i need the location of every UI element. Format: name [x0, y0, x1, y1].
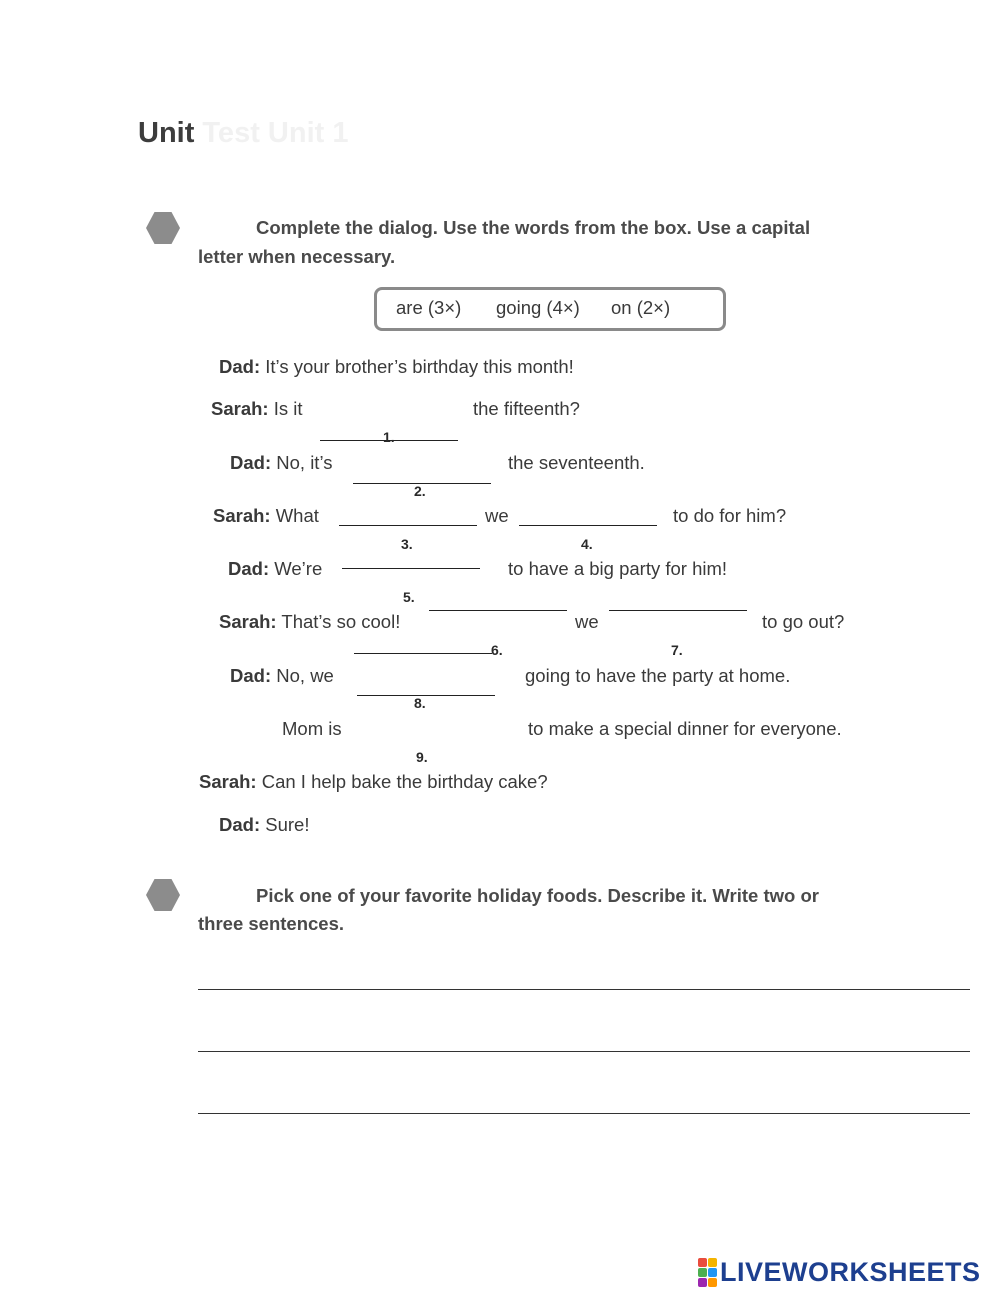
- dialog-line-7: [230, 665, 334, 687]
- dialog-text: Can I help bake the birthday cake?: [261, 771, 548, 792]
- dialog-text: No, we: [276, 665, 334, 686]
- logo-square: [698, 1268, 707, 1277]
- word-box-item-going: going (4×): [496, 297, 580, 318]
- dialog-text: we: [485, 505, 509, 526]
- exercise-2-instruction-line1: Pick one of your favorite holiday foods. Describe it. Write two or: [256, 885, 819, 906]
- dialog-text: That’s so cool!: [281, 611, 401, 632]
- logo-icon: [698, 1258, 717, 1287]
- dialog-line-10: [219, 814, 309, 836]
- blank-number-4: 4.: [581, 536, 593, 552]
- blank-number-1: 1.: [383, 429, 395, 445]
- speaker-dad: Dad:: [219, 814, 261, 835]
- word-box-item-are: are (3×): [396, 297, 462, 318]
- answer-blank-4[interactable]: [519, 525, 657, 526]
- word-box-item-on: on (2×): [611, 297, 671, 318]
- dialog-line-5: [228, 558, 322, 580]
- speaker-sarah: Sarah:: [199, 771, 257, 792]
- dialog-text: Is it: [273, 398, 303, 419]
- blank-number-8: 8.: [414, 695, 426, 711]
- logo-square: [708, 1258, 717, 1267]
- dialog-text: No, it’s: [276, 452, 333, 473]
- writing-line-2[interactable]: [198, 1051, 970, 1052]
- writing-line-1[interactable]: [198, 989, 970, 990]
- logo-square: [708, 1268, 717, 1277]
- answer-blank-5[interactable]: [342, 568, 480, 569]
- logo-square: [708, 1278, 717, 1287]
- answer-blank-6[interactable]: [429, 610, 567, 611]
- speaker-sarah: Sarah:: [219, 611, 277, 632]
- exercise-2-hexagon-icon: [146, 878, 180, 912]
- speaker-dad: Dad:: [230, 452, 272, 473]
- speaker-sarah: Sarah:: [211, 398, 269, 419]
- exercise-1-instruction-line2: letter when necessary.: [198, 246, 396, 267]
- dialog-text: to make a special dinner for everyone.: [528, 718, 842, 739]
- dialog-line-2: [211, 398, 303, 420]
- dialog-line-9: [199, 771, 548, 793]
- dialog-text: Sure!: [265, 814, 310, 835]
- unit-label: Unit: [138, 117, 195, 149]
- dialog-text: to do for him?: [673, 505, 787, 526]
- exercise-1-hexagon-icon: [146, 211, 180, 245]
- answer-blank-9[interactable]: [357, 695, 495, 696]
- dialog-line-4: [213, 505, 319, 527]
- blank-number-2: 2.: [414, 483, 426, 499]
- answer-blank-7[interactable]: [609, 610, 747, 611]
- speaker-dad: Dad:: [230, 665, 272, 686]
- unit-ghost-text: Test Unit 1: [202, 117, 349, 149]
- blank-number-9: 9.: [416, 749, 428, 765]
- blank-number-7: 7.: [671, 642, 683, 658]
- answer-blank-3[interactable]: [339, 525, 477, 526]
- logo-text: LIVEWORKSHEETS: [720, 1257, 981, 1287]
- answer-blank-8[interactable]: [354, 653, 492, 654]
- speaker-dad: Dad:: [219, 356, 261, 377]
- dialog-line-1: [219, 356, 574, 378]
- dialog-line-8: [282, 718, 342, 740]
- blank-number-3: 3.: [401, 536, 413, 552]
- liveworksheets-logo: [698, 1257, 981, 1288]
- speaker-sarah: Sarah:: [213, 505, 271, 526]
- dialog-text: What: [275, 505, 319, 526]
- blank-number-6: 6.: [491, 642, 503, 658]
- exercise-2-instruction-line2: three sentences.: [198, 913, 345, 934]
- dialog-text: Mom is: [282, 718, 342, 739]
- logo-square: [698, 1278, 707, 1287]
- exercise-1-instruction-line1: Complete the dialog. Use the words from the box. Use a capital: [256, 217, 811, 238]
- page-title: [138, 117, 348, 150]
- dialog-text: the seventeenth.: [508, 452, 645, 473]
- dialog-line-3: [230, 452, 332, 474]
- writing-line-3[interactable]: [198, 1113, 970, 1114]
- dialog-line-6: [219, 611, 400, 633]
- speaker-dad: Dad:: [228, 558, 270, 579]
- dialog-text: It’s your brother’s birthday this month!: [265, 356, 574, 377]
- dialog-text: We’re: [274, 558, 323, 579]
- dialog-text: going to have the party at home.: [525, 665, 791, 686]
- logo-square: [698, 1258, 707, 1267]
- dialog-text: to go out?: [762, 611, 845, 632]
- dialog-text: the fifteenth?: [473, 398, 580, 419]
- dialog-text: to have a big party for him!: [508, 558, 728, 579]
- blank-number-5: 5.: [403, 589, 415, 605]
- dialog-text: we: [575, 611, 599, 632]
